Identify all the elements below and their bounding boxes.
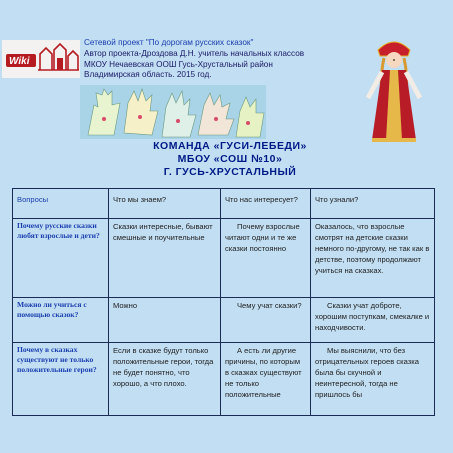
school-name: МБОУ «СОШ №10» bbox=[177, 153, 283, 165]
table-row bbox=[13, 298, 435, 343]
header-questions: Вопросы bbox=[13, 189, 109, 219]
wiki-logo bbox=[2, 40, 80, 78]
header-line-2: Автор проекта-Дроздова Д.Н. учитель начальных классов bbox=[84, 48, 305, 58]
kwl-table bbox=[12, 188, 435, 416]
interest-cell: Почему взрослые читают одни и те же сказки постоянно bbox=[221, 219, 311, 298]
learned-cell: Оказалось, что взрослые смотрят на детские сказки немного по-другому, не так как в детстве, поэтому продолжают учиться на сказках. bbox=[311, 219, 435, 298]
question-cell: Почему в сказках существуют не только положительные герои? bbox=[13, 343, 109, 416]
header-line-4: Владимирская область. 2015 год. bbox=[84, 70, 212, 80]
header-line-1: Сетевой проект "По дорогам русских сказок" bbox=[84, 38, 254, 47]
know-cell: Можно bbox=[109, 298, 221, 343]
team-title bbox=[70, 140, 390, 179]
know-cell: Сказки интересные, бывают смешные и поучительные bbox=[109, 219, 221, 298]
know-cell: Если в сказке будут только положительные герои, тогда не будет понятно, что хорошо, а что плохо. bbox=[109, 343, 221, 416]
question-cell: Почему русские сказки любят взрослые и дети? bbox=[13, 219, 109, 298]
project-header bbox=[84, 38, 364, 81]
logo-text: Wiki bbox=[9, 56, 30, 67]
header-what-interests-us: Что нас интересует? bbox=[221, 189, 311, 219]
header-what-we-know: Что мы знаем? bbox=[109, 189, 221, 219]
header-what-we-learned: Что узнали? bbox=[311, 189, 435, 219]
table-header-row bbox=[13, 189, 435, 219]
interest-cell: Чему учат сказки? bbox=[221, 298, 311, 343]
team-name: КОМАНДА «ГУСИ-ЛЕБЕДИ» bbox=[153, 140, 307, 152]
header-line-3: МКОУ Нечаевская ООШ Гусь-Хрустальный район bbox=[84, 59, 273, 69]
table-row bbox=[13, 219, 435, 298]
russian-girl-image bbox=[358, 36, 430, 146]
interest-cell: А есть ли другие причины, по которым в сказках существуют не только положительные bbox=[221, 343, 311, 416]
city-name: Г. ГУСЬ-ХРУСТАЛЬНЫЙ bbox=[163, 166, 297, 178]
hands-collage-image bbox=[80, 85, 266, 139]
question-cell: Можно ли учиться с помощью сказок? bbox=[13, 298, 109, 343]
learned-cell: Мы выяснили, что без отрицательных героев сказка была бы скучной и неинтересной, тогда не пришлось бы bbox=[311, 343, 435, 416]
table-row bbox=[13, 343, 435, 416]
learned-cell: Сказки учат доброте, хорошим поступкам, смекалке и находчивости. bbox=[311, 298, 435, 343]
